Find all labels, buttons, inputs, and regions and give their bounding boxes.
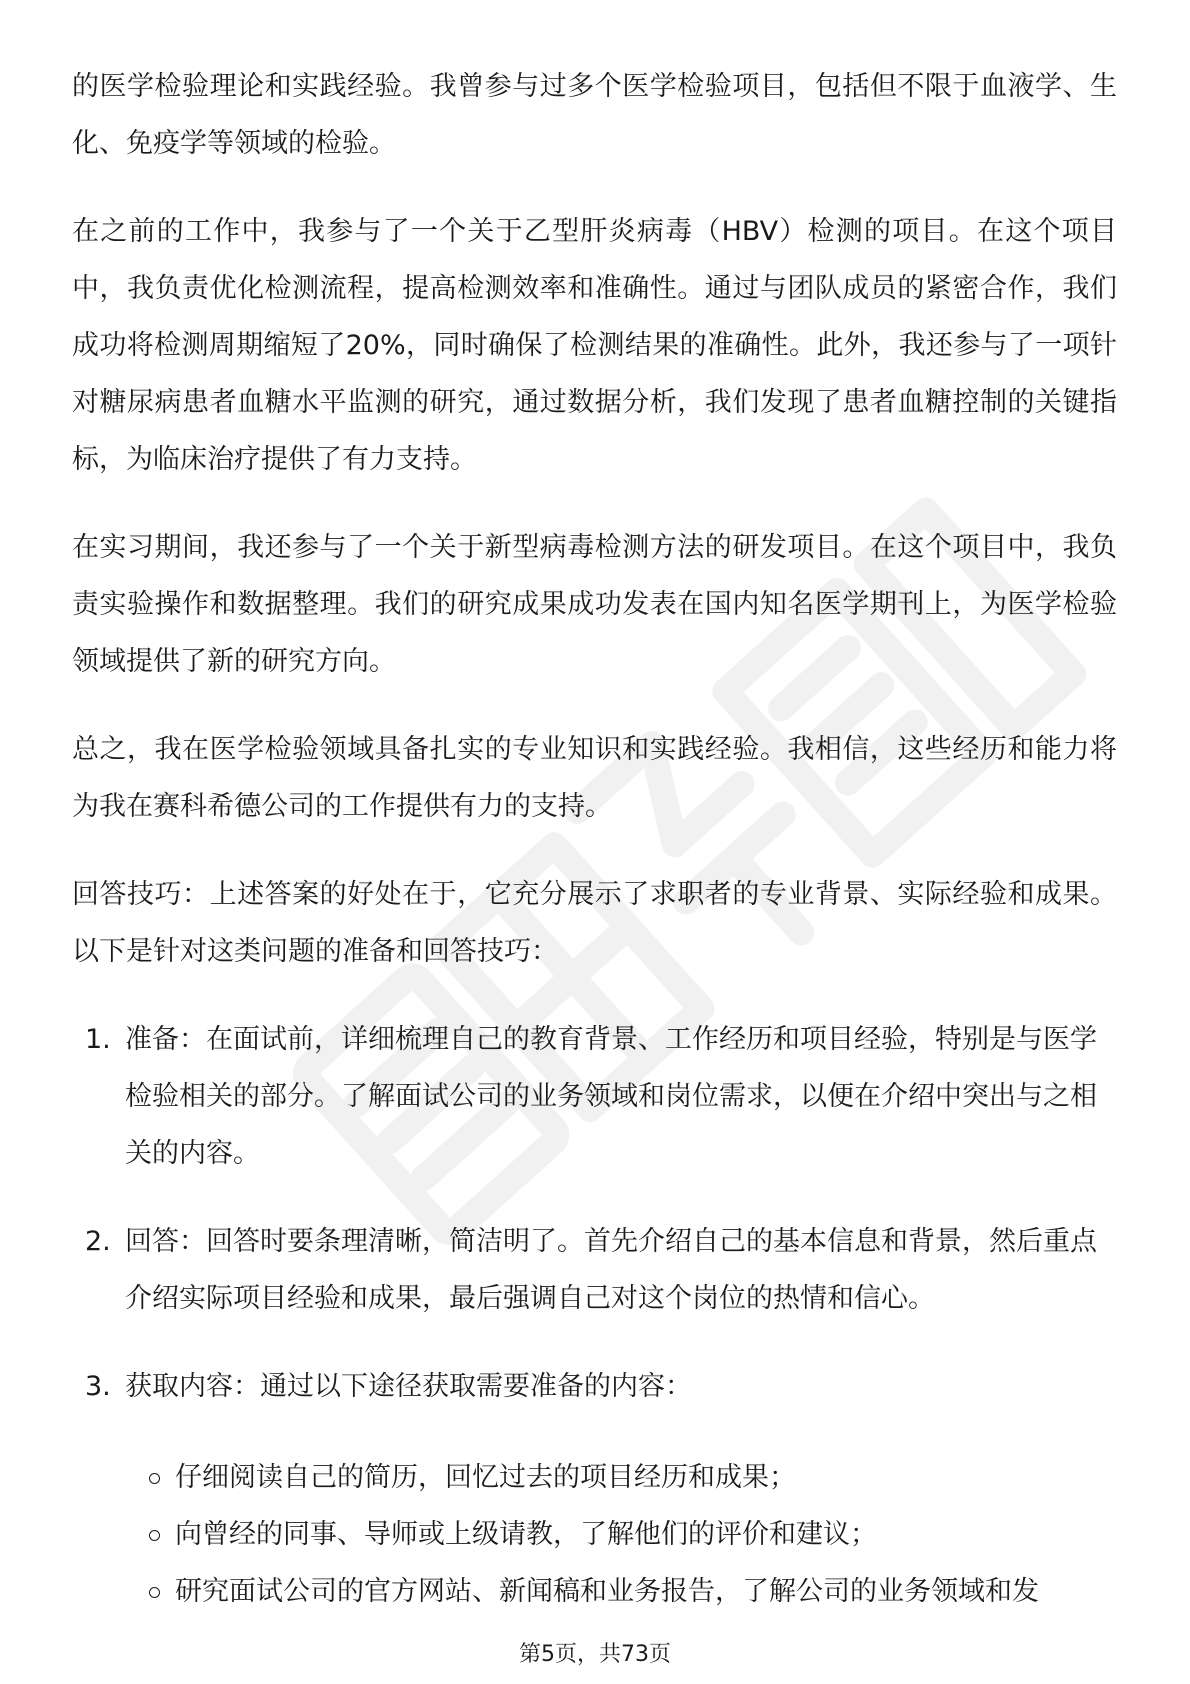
list-item bbox=[85, 1011, 1117, 1182]
sub-list bbox=[125, 1449, 1117, 1620]
sub-list-item: 仔细阅读自己的简历，回忆过去的项目经历和成果； bbox=[175, 1449, 1117, 1506]
list-item-text: 准备：在面试前，详细梳理自己的教育背景、工作经历和项目经验，特别是与医学检验相关的部分。了解面试公司的业务领域和岗位需求，以便在介绍中突出与之相关的内容。 bbox=[125, 1024, 1097, 1169]
paragraph-4: 总之，我在医学检验领域具备扎实的专业知识和实践经验。我相信，这些经历和能力将为我在赛科希德公司的工作提供有力的支持。 bbox=[72, 734, 1117, 822]
sub-list-item: 向曾经的同事、导师或上级请教，了解他们的评价和建议； bbox=[175, 1506, 1117, 1563]
page-number-footer: 第5页，共73页 bbox=[519, 1642, 671, 1667]
list-item-number: 3. bbox=[85, 1371, 111, 1402]
paragraph-2: 在之前的工作中，我参与了一个关于乙型肝炎病毒（HBV）检测的项目。在这个项目中，我负责优化检测流程，提高检测效率和准确性。通过与团队成员的紧密合作，我们成功将检测周期缩短了20%，同时确保了检测结果的准确性。此外，我还参与了一项针对糖尿病患者血糖水平监测的研究，通过数据分析，我们发现了患者血糖控制的关键指标，为临床治疗提供了有力支持。 bbox=[72, 216, 1117, 475]
document-body bbox=[72, 58, 1117, 1651]
paragraph-3: 在实习期间，我还参与了一个关于新型病毒检测方法的研发项目。在这个项目中，我负责实验操作和数据整理。我们的研究成果成功发表在国内知名医学期刊上，为医学检验领域提供了新的研究方向。 bbox=[72, 532, 1117, 677]
paragraph-1: 的医学检验理论和实践经验。我曾参与过多个医学检验项目，包括但不限于血液学、生化、免疫学等领域的检验。 bbox=[72, 71, 1117, 159]
list-item bbox=[85, 1213, 1117, 1327]
paragraph-5: 回答技巧：上述答案的好处在于，它充分展示了求职者的专业背景、实际经验和成果。以下是针对这类问题的准备和回答技巧： bbox=[72, 879, 1117, 967]
list-item-number: 1. bbox=[85, 1024, 111, 1055]
list-item-number: 2. bbox=[85, 1226, 111, 1257]
list-item bbox=[85, 1358, 1117, 1620]
sub-list-item: 研究面试公司的官方网站、新闻稿和业务报告，了解公司的业务领域和发 bbox=[175, 1563, 1117, 1620]
list-item-text: 获取内容：通过以下途径获取需要准备的内容： bbox=[125, 1371, 692, 1402]
tips-list bbox=[72, 1011, 1117, 1620]
list-item-text: 回答：回答时要条理清晰，简洁明了。首先介绍自己的基本信息和背景，然后重点介绍实际项目经验和成果，最后强调自己对这个岗位的热情和信心。 bbox=[125, 1226, 1097, 1314]
